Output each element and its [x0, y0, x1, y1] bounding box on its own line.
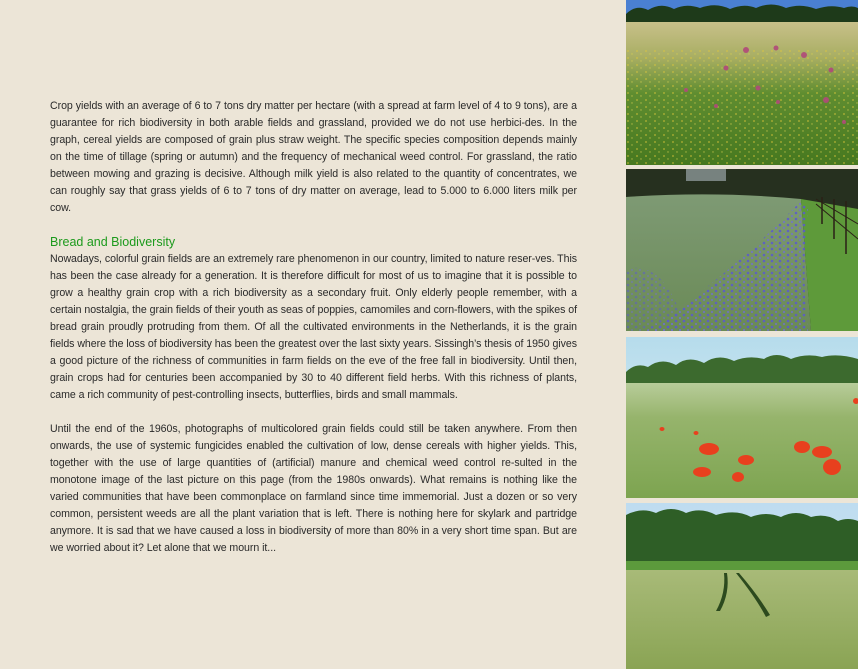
section-heading: Bread and Biodiversity: [50, 235, 176, 249]
intro-paragraph: Crop yields with an average of 6 to 7 tons dry matter per hectare (with a spread at farm level of 4 to 9 tons), are a guarantee for rich biodiversity in both arable fields and grassland, provided we do not use herbici-des. In the graph, cereal yields are composed of grain plus straw weight. The specific species composition depends mainly on the time of tillage (spring or autumn) and the frequency of mechanical weed control. For grassland, the ratio between mowing and grazing is decisive. Although milk yield is also related to the quantity of concentrates, we can roughly say that grass yields of 6 to 7 tons of dry matter on average, lead to 5.000 to 6.000 liters milk per cow.: [50, 100, 577, 214]
section-paragraph: Nowadays, colorful grain fields are an extremely rare phenomenon in our country, limited to nature reser-ves. This has been the case already for a generation. It is therefore difficult for most of us to imagine that it is possible to grow a healthy grain crop with a rich biodiversity as a secondary fruit. Only elderly people remember, with a certain nostalgia, the grain fields of their youth as seas of poppies, camomiles and corn-flowers, with the spikes of bread grain proudly protruding from them. Of all the cultivated environments in the Netherlands, it is the grain fields where the loss of biodiversity has been the greatest over the last sixty years. Sissingh’s thesis of 1950 gives a good picture of the richness of communities in farm fields on the eve of the free fall in biodiversity. Until then, grain crops had for centuries been accompanied by 30 to 40 different field herbs. With this richness of plants, came a rich community of pest-controlling insects, butterflies, birds and small mammals.: [50, 253, 577, 401]
photo-poppy-grain-field: [626, 337, 858, 498]
photo-monotone-wheat-field: [626, 503, 858, 669]
section-paragraph: Until the end of the 1960s, photographs of multicolored grain fields could still be taken anywhere. From then onwards, the use of systemic fungicides enabled the cultivation of low, dense cereals with higher yields. This, together with the use of large quantities of (artificial) manure and chemical weed control re-sulted in the monotone image of the last picture on this page (from the 1980s onwards). What remains is nothing like the varied communities that have been commonplace on farmland since time immemorial. Just a dozen or so very common, persistent weeds are all the plant variation that is left. There is nothing here for skylark and partridge anymore. It is sad that we have caused a loss in biodiversity of more than 80% in a very short time span. But are we worried about it? Let alone that we mourn it...: [50, 423, 577, 554]
photo-column: [626, 0, 858, 669]
article-text: [50, 98, 577, 557]
photo-flowery-grain-field: [626, 0, 858, 165]
photo-cornflower-margin: [626, 169, 858, 331]
